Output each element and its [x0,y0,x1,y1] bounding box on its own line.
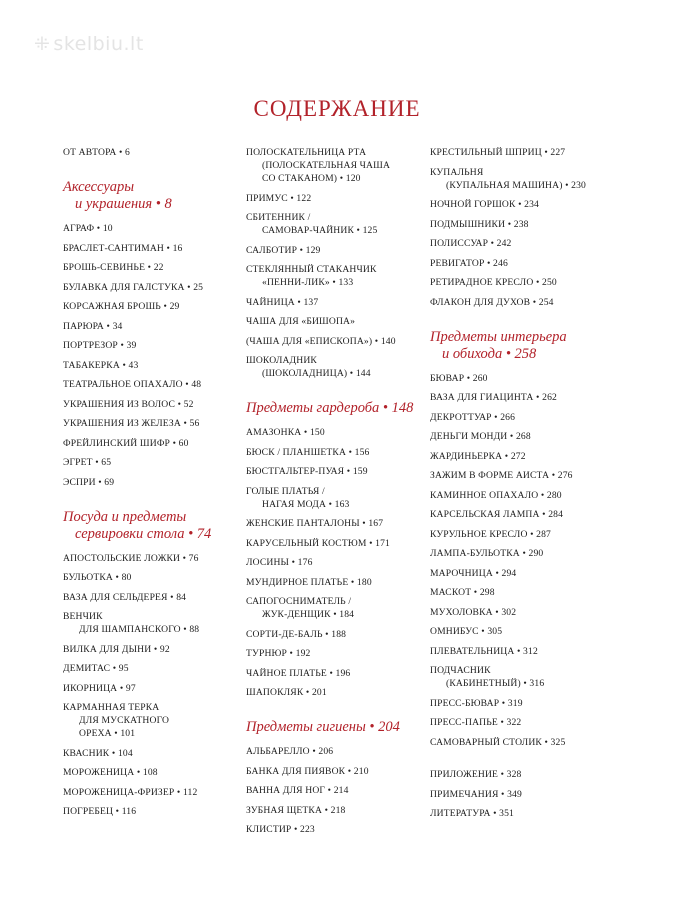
toc-entry [246,647,424,660]
toc-entry [63,300,233,313]
toc-entry [430,469,640,482]
toc-line: БУЛАВКА ДЛЯ ГАЛСТУКА • 25 [63,281,204,293]
toc-entry [246,628,424,641]
toc-entry [246,686,424,699]
toc-line: МАСКОТ • 298 [430,587,495,598]
toc-line: ПАРЮРА • 34 [63,320,123,332]
toc-line: ПОДМЫШНИКИ • 238 [430,218,529,230]
toc-entry [430,606,640,619]
toc-entry [246,354,424,380]
toc-line: СБИТЕННИК / [246,212,311,223]
toc-line: ЭГРЕТ • 65 [63,457,112,468]
toc-line: ПРИМЕЧАНИЯ • 349 [430,788,522,800]
toc-entry [430,736,640,749]
toc-line: УКРАШЕНИЯ ИЗ ВОЛОС • 52 [63,398,194,410]
toc-section-heading [430,329,640,363]
toc-section-heading [246,719,424,736]
toc-entry [246,804,424,817]
toc-entry [246,426,424,439]
toc-line: ДЕКРОТТУАР • 266 [430,411,516,423]
toc-line: ПРЕСС-ПАПЬЕ • 322 [430,717,522,728]
toc-entry [63,476,233,489]
toc-line: ЗУБНАЯ ЩЕТКА • 218 [246,804,346,816]
toc-line: ЗАЖИМ В ФОРМЕ АИСТА • 276 [430,470,573,481]
toc-entry [430,218,640,231]
toc-line: АГРАФ • 10 [63,223,113,234]
toc-entry [430,489,640,502]
toc-line: Предметы гигиены • 204 [246,719,400,735]
toc-entry [246,192,424,205]
toc-line: (ШОКОЛАДНИЦА) • 144 [262,368,371,379]
toc-line: ПРИМУС • 122 [246,192,312,204]
toc-line: ПРИЛОЖЕНИЕ • 328 [430,769,522,780]
toc-line: МОРОЖЕНИЦА • 108 [63,767,158,778]
toc-line: АПОСТОЛЬСКИЕ ЛОЖКИ • 76 [63,552,199,564]
toc-line: Предметы гардероба • 148 [246,400,414,416]
toc-line: КАРСЕЛЬСКАЯ ЛАМПА • 284 [430,509,564,520]
toc-line: ФЛАКОН ДЛЯ ДУХОВ • 254 [430,296,554,308]
toc-line: ТЕАТРАЛЬНОЕ ОПАХАЛО • 48 [63,379,202,390]
toc-line: ЧАЙНОЕ ПЛАТЬЕ • 196 [246,667,351,679]
toc-line: РЕВИГАТОР • 246 [430,257,508,269]
toc-entry [63,805,233,818]
toc-entry [63,766,233,779]
toc-line: ПОЛИССУАР • 242 [430,238,512,249]
toc-line: КРЕСТИЛЬНЫЙ ШПРИЦ • 227 [430,147,566,158]
toc-entry [246,211,424,237]
toc-line: (ПОЛОСКАТЕЛЬНАЯ ЧАША [262,160,391,171]
toc-entry [430,411,640,424]
toc-entry [430,198,640,211]
toc-line: КОРСАЖНАЯ БРОШЬ • 29 [63,301,180,312]
toc-entry [63,643,233,656]
toc-entry [430,807,640,820]
toc-entry [63,281,233,294]
page-title: СОДЕРЖАНИЕ [253,96,421,121]
toc-line: ИКОРНИЦА • 97 [63,682,136,694]
toc-entry [430,296,640,309]
toc-entry [430,528,640,541]
toc-entry [63,662,233,675]
toc-entry [246,485,424,511]
toc-entry [246,146,424,185]
toc-line: ПЛЕВАТЕЛЬНИЦА • 312 [430,645,538,657]
toc-line: ЧАЙНИЦА • 137 [246,296,319,308]
toc-line: БЮСТГАЛЬТЕР-ПУАЯ • 159 [246,466,368,477]
toc-line: СОРТИ-ДЕ-БАЛЬ • 188 [246,628,347,640]
toc-line: ЧАША ДЛЯ «БИШОПА» [246,316,356,327]
toc-line: СО СТАКАНОМ) • 120 [262,173,361,184]
toc-line: Посуда и предметы [63,508,187,525]
toc-line: ВЕНЧИК [63,611,103,622]
toc-entry [430,547,640,560]
toc-entry [430,716,640,729]
toc-column-1 [63,146,233,825]
toc-line: ДЕНЬГИ МОНДИ • 268 [430,431,531,442]
toc-line: БЮВАР • 260 [430,372,488,384]
toc-line: ВАННА ДЛЯ НОГ • 214 [246,785,349,796]
toc-entry [63,146,233,159]
toc-entry [430,146,640,159]
toc-line: ЛОСИНЫ • 176 [246,557,313,568]
toc-line: КЛИСТИР • 223 [246,824,315,835]
toc-line: ПОДЧАСНИК [430,665,491,676]
toc-line: КАРУСЕЛЬНЫЙ КОСТЮМ • 171 [246,537,390,549]
toc-entry [63,242,233,255]
toc-line: ПОРТРЕЗОР • 39 [63,340,137,351]
toc-entry [430,430,640,443]
toc-line: Аксессуары [63,179,135,195]
toc-line: МОРОЖЕНИЦА-ФРИЗЕР • 112 [63,786,198,798]
toc-line: КУПАЛЬНЯ [430,166,484,178]
toc-entry [246,465,424,478]
toc-column-3 [430,146,640,827]
toc-entry [246,446,424,459]
toc-line: УКРАШЕНИЯ ИЗ ЖЕЛЕЗА • 56 [63,418,200,429]
toc-line: БАНКА ДЛЯ ПИЯВОК • 210 [246,765,369,777]
toc-entry [63,320,233,333]
toc-line: АЛЬБАРЕЛЛО • 206 [246,746,334,757]
toc-line: и украшения • 8 [75,196,172,212]
toc-section-heading [246,400,424,417]
toc-line: ВИЛКА ДЛЯ ДЫНИ • 92 [63,643,170,655]
toc-entry [246,784,424,797]
toc-entry [246,517,424,530]
toc-entry [430,372,640,385]
toc-line: КАРМАННАЯ ТЕРКА [63,702,160,713]
toc-line: (ЧАША ДЛЯ «ЕПИСКОПА») • 140 [246,335,396,347]
toc-line: АМАЗОНКА • 150 [246,427,325,438]
toc-line: БРАСЛЕТ-САНТИМАН • 16 [63,242,183,254]
toc-entry [246,595,424,621]
dots-logo-icon: ⁜ [34,33,51,55]
toc-line: МАРОЧНИЦА • 294 [430,567,517,579]
toc-entry [246,745,424,758]
toc-entry [63,571,233,584]
toc-line: ЖАРДИНЬЕРКА • 272 [430,450,526,462]
toc-line: сервировки стола • 74 [75,525,212,542]
toc-line: ДЛЯ ШАМПАНСКОГО • 88 [79,624,200,635]
toc-line: ВАЗА ДЛЯ СЕЛЬДЕРЕЯ • 84 [63,591,187,603]
toc-entry [430,237,640,250]
toc-line: (КУПАЛЬНАЯ МАШИНА) • 230 [446,179,586,191]
toc-entry [246,576,424,589]
toc-line: САЛБОТИР • 129 [246,244,321,256]
toc-entry [246,667,424,680]
toc-entry [430,645,640,658]
toc-line: ЖЕНСКИЕ ПАНТАЛОНЫ • 167 [246,518,384,529]
toc-line: Предметы интерьера [430,328,567,345]
toc-entry [430,768,640,781]
toc-line: ПРЕСС-БЮВАР • 319 [430,697,523,709]
toc-line: БРОШЬ-СЕВИНЬЕ • 22 [63,262,164,273]
toc-line: ПОГРЕБЕЦ • 116 [63,806,137,817]
toc-entry [430,508,640,521]
toc-line: БУЛЬОТКА • 80 [63,572,132,583]
watermark [34,33,144,55]
toc-line: ОТ АВТОРА • 6 [63,147,130,158]
toc-entry [430,166,640,192]
toc-line: ДЕМИТАС • 95 [63,663,129,674]
toc-entry [430,664,640,690]
toc-line: МУХОЛОВКА • 302 [430,606,517,618]
toc-line: ТАБАКЕРКА • 43 [63,359,139,371]
toc-line: НАГАЯ МОДА • 163 [262,498,350,510]
toc-line: и обихода • 258 [442,345,537,362]
toc-line: СТЕКЛЯННЫЙ СТАКАНЧИК [246,264,377,275]
toc-line: «ПЕННИ-ЛИК» • 133 [262,277,354,288]
toc-line: ОРЕХА • 101 [79,728,136,739]
toc-entry [430,276,640,289]
toc-line: (КАБИНЕТНЫЙ) • 316 [446,678,545,689]
toc-entry [63,222,233,235]
toc-line: КАМИННОЕ ОПАХАЛО • 280 [430,489,562,501]
toc-entry [246,335,424,348]
toc-entry [430,391,640,404]
toc-entry [63,682,233,695]
toc-entry [63,437,233,450]
toc-entry [430,257,640,270]
toc-spacer [430,755,640,768]
toc-entry [63,417,233,430]
toc-line: КУРУЛЬНОЕ КРЕСЛО • 287 [430,528,551,540]
toc-entry [63,378,233,391]
toc-entry [430,450,640,463]
toc-entry [246,315,424,328]
toc-entry [63,591,233,604]
toc-line: ШОКОЛАДНИК [246,355,317,366]
toc-line: САПОГОСНИМАТЕЛЬ / [246,596,352,607]
toc-entry [246,263,424,289]
toc-line: МУНДИРНОЕ ПЛАТЬЕ • 180 [246,576,372,588]
watermark-text: skelbiu.lt [53,33,144,55]
toc-entry [430,567,640,580]
toc-entry [63,610,233,636]
toc-entry [63,261,233,274]
toc-line: НОЧНОЙ ГОРШОК • 234 [430,199,540,210]
toc-entry [246,296,424,309]
toc-line: ФРЕЙЛИНСКИЙ ШИФР • 60 [63,437,189,449]
toc-line: САМОВАРНЫЙ СТОЛИК • 325 [430,736,566,748]
toc-entry [63,747,233,760]
toc-entry [63,398,233,411]
toc-line: ЛИТЕРАТУРА • 351 [430,808,514,819]
toc-line: ЖУК-ДЕНЩИК • 184 [262,609,355,620]
toc-section-heading [63,179,233,213]
toc-entry [430,625,640,638]
toc-entry [246,244,424,257]
toc-line: КВАСНИК • 104 [63,747,133,759]
toc-column-2 [246,146,424,843]
toc-line: ГОЛЫЕ ПЛАТЬЯ / [246,485,325,497]
toc-entry [430,586,640,599]
toc-line: РЕТИРАДНОЕ КРЕСЛО • 250 [430,277,557,288]
toc-line: ЭСПРИ • 69 [63,476,115,488]
toc-entry [63,552,233,565]
toc-line: ДЛЯ МУСКАТНОГО [79,715,170,726]
toc-line: ЛАМПА-БУЛЬОТКА • 290 [430,548,544,559]
toc-line: ШАПОКЛЯК • 201 [246,687,327,698]
toc-entry [63,456,233,469]
toc-entry [246,823,424,836]
toc-line: САМОВАР-ЧАЙНИК • 125 [262,225,378,236]
toc-line: ПОЛОСКАТЕЛЬНИЦА РТА [246,147,367,158]
toc-line: ВАЗА ДЛЯ ГИАЦИНТА • 262 [430,392,557,403]
toc-entry [63,701,233,740]
toc-section-heading [63,509,233,543]
toc-entry [63,786,233,799]
toc-entry [246,537,424,550]
toc-entry [430,788,640,801]
toc-entry [246,556,424,569]
toc-entry [63,359,233,372]
toc-entry [63,339,233,352]
toc-entry [246,765,424,778]
toc-line: ОМНИБУС • 305 [430,626,503,637]
toc-entry [430,697,640,710]
toc-line: БЮСК / ПЛАНШЕТКА • 156 [246,446,370,458]
toc-line: ТУРНЮР • 192 [246,648,311,659]
